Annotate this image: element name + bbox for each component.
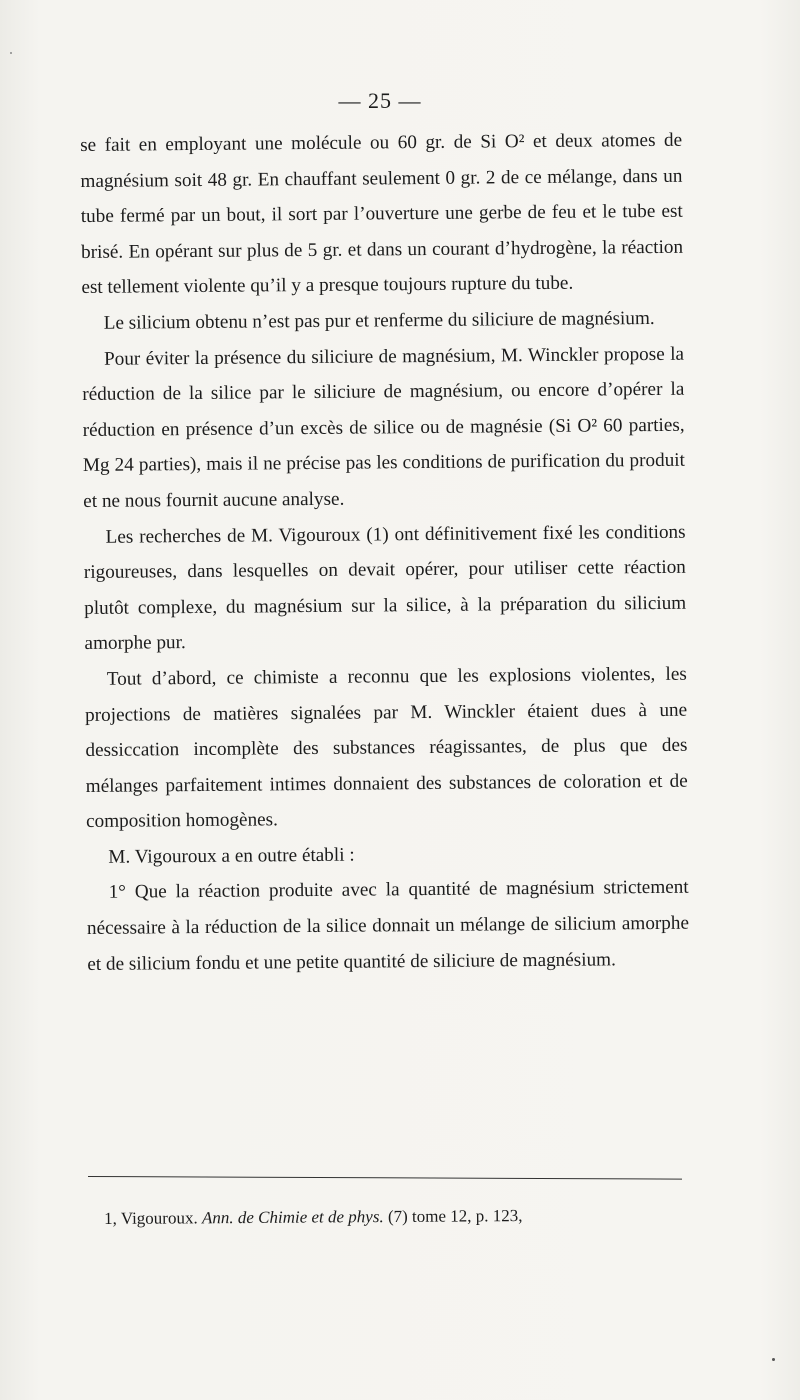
paragraph-continuation: se fait en employant une molécule ou 60 gr. de Si O² et deux atomes de magnésium soit 48 gr. En chauffant seulement 0 gr. 2 de ce mélange, dans un tube fermé par un bout, il sort par l’ouverture une gerbe de feu et le tube est brisé. En opérant sur plus de 5 gr. et dans un courant d’hydrogène, la réaction est tellement violente qu’il y a presque toujours rupture du tube. [80,129,684,299]
paragraph: 1° Que la réaction produite avec la quantité de magnésium strictement nécessaire à la réduction de la silice donnait un mélange de silicium amorphe et de silicium fondu et une petite quantité de siliciure de magnésium. [86,877,690,975]
footnote-divider [88,1176,682,1180]
footnote [104,1203,704,1231]
page-number: — 25 — [338,88,422,113]
paper-speck [772,1358,775,1361]
paragraph: Les recherches de M. Vigouroux (1) ont définitivement fixé les conditions rigoureuses, dans lesquelles on devait opérer, pour utiliser cette réaction plutôt complexe, du magnésium sur la silice, à la préparation du silicium amorphe pur. [83,521,687,655]
paragraph: Le silicium obtenu n’est pas pur et renferme du siliciure de magnésium. [103,307,655,334]
paragraph: Pour éviter la présence du siliciure de magnésium, M. Winckler propose la réduction de la silice par le siliciure de magnésium, ou encore d’opérer la réduction en présence d’un excès de silice ou de magnésie (Si O² 60 parties, Mg 24 parties), mais il ne précise pas les conditions de purification du produit et ne nous fournit aucune analyse. [82,343,686,512]
footnote-reference: (7) tome 12, p. 123, [387,1206,523,1227]
paragraph: Tout d’abord, ce chimiste a reconnu que les explosions violentes, les projections de matières signalées par M. Winckler étaient dues à une dessiccation incomplète des substances réagissantes, de plus que des mélanges parfaitement intimes donnaient des substances de coloration et de composition homogènes. [85,663,688,833]
paper-speck [10,52,12,54]
footnote-marker: 1, [104,1208,117,1228]
paragraph: M. Vigouroux a en outre établi : [108,844,355,868]
body-text [80,123,689,982]
footnote-journal-title: Ann. de Chimie et de phys. [201,1207,384,1228]
footnote-author: Vigouroux. [120,1208,198,1228]
